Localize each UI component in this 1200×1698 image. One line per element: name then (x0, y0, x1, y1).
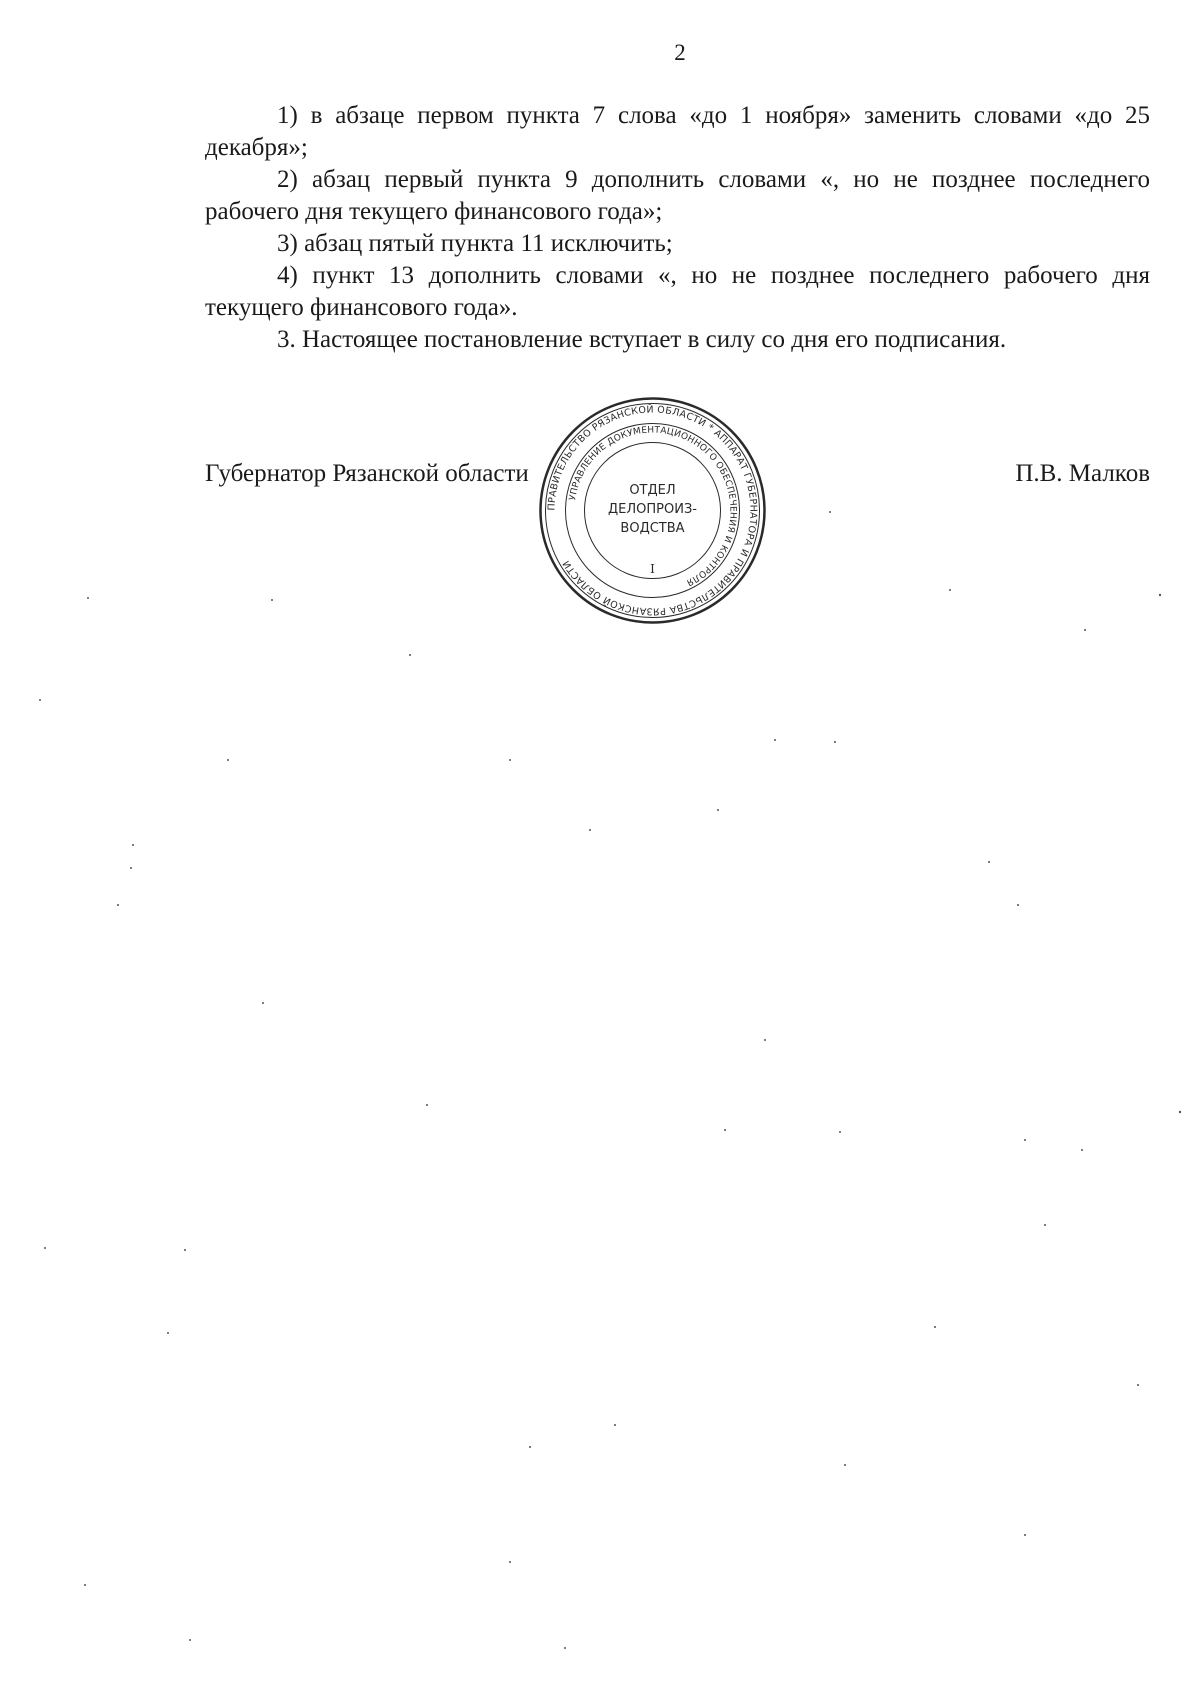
stamp-center-line-1: ОТДЕЛ (629, 483, 676, 498)
stamp-center-line-3: ВОДСТВА (620, 521, 685, 536)
stamp-number: I (650, 562, 655, 576)
document-body (205, 100, 1150, 356)
signatory-name: П.В. Малков (1015, 460, 1150, 487)
amendment-item-4: 4) пункт 13 дополнить словами «, но не позднее последнего рабочего дня текущего финансового года». (205, 262, 1150, 321)
stamp-center-line-2: ДЕЛОПРОИЗ- (608, 502, 697, 517)
amendment-item-3: 3) абзац пятый пункта 11 исключить; (277, 230, 673, 257)
official-seal-stamp-icon (535, 393, 770, 628)
stamp-inner-ring-text: УПРАВЛЕНИЕ ДОКУМЕНТАЦИОННОГО ОБЕСПЕЧЕНИЯ И КОНТРОЛЯ (568, 425, 738, 588)
page-number: 2 (674, 40, 686, 65)
stamp-outer-ring-text: ПРАВИТЕЛЬСТВО РЯЗАНСКОЙ ОБЛАСТИ * АППАРАТ ГУБЕРНАТОРА И ПРАВИТЕЛЬСТВА РЯЗАНСКОЙ ОБЛАСТИ (546, 404, 759, 617)
signatory-title: Губернатор Рязанской области (205, 460, 529, 487)
amendment-item-2: 2) абзац первый пункта 9 дополнить словами «, но не позднее последнего рабочего дня текущего финансового года»; (205, 166, 1150, 225)
effective-date-clause: 3. Настоящее постановление вступает в силу со дня его подписания. (277, 326, 1007, 353)
amendment-item-1: 1) в абзаце первом пункта 7 слова «до 1 ноября» заменить словами «до 25 декабря»; (205, 102, 1150, 161)
